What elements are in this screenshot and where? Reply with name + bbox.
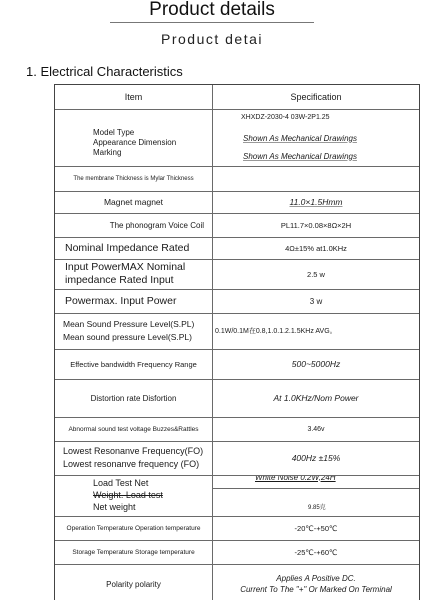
row-value: 400Hz ±15% xyxy=(213,441,420,475)
table-row xyxy=(55,540,419,564)
label-appearance-dimension: Appearance Dimension xyxy=(93,137,177,147)
label-net-weight: Net weight xyxy=(93,501,136,512)
row-value xyxy=(213,109,420,166)
row-label: Polarity polarity xyxy=(55,564,213,600)
row-value: -20℃-+50℃ xyxy=(213,516,420,540)
table-row xyxy=(55,313,419,349)
table-row xyxy=(55,475,419,516)
table-row xyxy=(55,379,419,417)
label-load-test-net: Load Test Net xyxy=(93,477,149,488)
row-label: Effective bandwidth Frequency Range xyxy=(55,349,213,379)
table-row xyxy=(55,109,419,166)
row-value: -25℃-+60℃ xyxy=(213,540,420,564)
table-row xyxy=(55,166,419,191)
row-label: Input PowerMAX Nominal impedance Rated Input xyxy=(55,259,213,289)
row-label: Storage Temperature Storage temperature xyxy=(55,540,213,564)
row-label: Operation Temperature Operation temperature xyxy=(55,516,213,540)
table-row xyxy=(55,516,419,540)
label-model-type: Model Type xyxy=(93,127,135,137)
table-row xyxy=(55,259,419,289)
table-row xyxy=(55,564,419,600)
row-value: 3.46v xyxy=(213,417,420,441)
page-title: Product details xyxy=(149,0,275,20)
label-weight-load-test: Weight. Load test xyxy=(93,489,163,500)
table-header-row xyxy=(55,85,419,109)
row-label xyxy=(55,109,213,166)
row-label: Abnormal sound test voltage Buzzes&Rattles xyxy=(55,417,213,441)
row-value: Applies A Positive DC. Current To The "+" Or Marked On Terminal xyxy=(213,564,420,600)
table-row xyxy=(55,417,419,441)
row-value xyxy=(213,475,420,516)
row-value: 500~5000Hz xyxy=(213,349,420,379)
row-label: Lowest Resonanve Frequency(FO) Lowest resonanve frequency (FO) xyxy=(55,441,213,475)
row-label: The phonogram Voice Coil xyxy=(55,213,213,237)
electrical-characteristics-table xyxy=(54,84,420,600)
table-row xyxy=(55,441,419,475)
table-row xyxy=(55,191,419,213)
cell-divider xyxy=(213,488,419,489)
row-label: Powermax. Input Power xyxy=(55,289,213,313)
value-load-test: White Noise 0.2W,24H xyxy=(255,475,336,482)
row-label xyxy=(55,475,213,516)
row-value: 0.1W/0.1M在0.8,1.0.1.2.1.5KHz AVG。 xyxy=(213,313,420,349)
row-label: Nominal Impedance Rated xyxy=(55,237,213,259)
label-marking: Marking xyxy=(93,147,122,157)
page-subtitle: Product detai xyxy=(161,31,263,47)
value-model-type: XHXDZ-2030-4 03W-2P1.25 xyxy=(241,113,330,121)
row-value xyxy=(213,166,420,191)
table-row xyxy=(55,213,419,237)
row-label: Mean Sound Pressure Level(S.PL) Mean sound pressure Level(S.PL) xyxy=(55,313,213,349)
header-specification: Specification xyxy=(213,85,420,109)
row-value: 4Ω±15% at1.0KHz xyxy=(213,237,420,259)
title-divider xyxy=(110,22,314,23)
value-appearance: Shown As Mechanical Drawings xyxy=(243,133,357,143)
table-row xyxy=(55,289,419,313)
value-marking: Shown As Mechanical Drawings xyxy=(243,151,357,161)
table-row xyxy=(55,237,419,259)
row-value: 11.0×1.5Hmm xyxy=(213,191,420,213)
row-label: Distortion rate Disfortion xyxy=(55,379,213,417)
row-value: PL11.7×0.08×8Ω×2H xyxy=(213,213,420,237)
row-value: 3 w xyxy=(213,289,420,313)
row-value: 2.5 w xyxy=(213,259,420,289)
row-label: The membrane Thickness is Mylar Thickness xyxy=(55,166,213,191)
value-net-weight: 9.85克 xyxy=(308,504,326,511)
section-heading: 1. Electrical Characteristics xyxy=(26,64,183,79)
header-item: Item xyxy=(55,85,213,109)
table-row xyxy=(55,349,419,379)
row-value: At 1.0KHz/Nom Power xyxy=(213,379,420,417)
row-label: Magnet magnet xyxy=(55,191,213,213)
